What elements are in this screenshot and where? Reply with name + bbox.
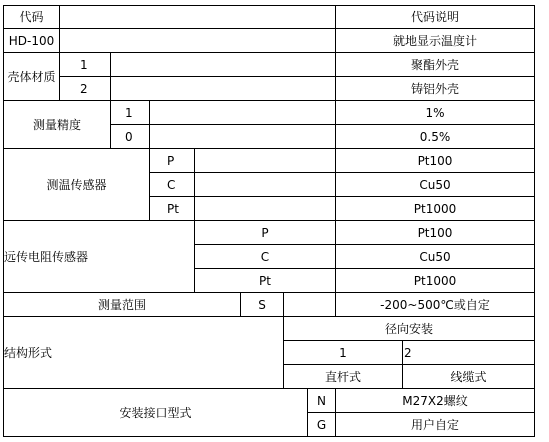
remote-sensor-code-pt: Pt xyxy=(194,268,336,293)
shell-material-code-2: 2 xyxy=(59,76,111,101)
remote-sensor-label: 远传电阻传感器 xyxy=(3,220,195,293)
remote-sensor-code-c: C xyxy=(194,244,336,269)
structure-desc-2: 线缆式 xyxy=(402,364,535,389)
temp-sensor-code-pt: Pt xyxy=(149,196,195,221)
range-description: -200~500℃或自定 xyxy=(335,292,535,317)
range-code: S xyxy=(240,292,284,317)
temp-sensor-blank-1 xyxy=(194,148,336,173)
accuracy-code-2: 0 xyxy=(110,124,150,149)
accuracy-code-1: 1 xyxy=(110,100,150,125)
structure-label: 结构形式 xyxy=(3,316,284,389)
remote-sensor-code-p: P xyxy=(194,220,336,245)
remote-sensor-desc-p: Pt100 xyxy=(335,220,535,245)
model-description: 就地显示温度计 xyxy=(335,28,535,53)
temp-sensor-desc-pt: Pt1000 xyxy=(335,196,535,221)
temp-sensor-code-c: C xyxy=(149,172,195,197)
header-description: 代码说明 xyxy=(335,5,535,29)
header-blank xyxy=(59,5,336,29)
shell-material-desc-1: 聚酯外壳 xyxy=(335,52,535,77)
shell-material-desc-2: 铸铝外壳 xyxy=(335,76,535,101)
shell-material-blank-2 xyxy=(110,76,336,101)
accuracy-desc-1: 1% xyxy=(335,100,535,125)
temp-sensor-blank-3 xyxy=(194,196,336,221)
model-blank xyxy=(59,28,336,53)
structure-title: 径向安装 xyxy=(283,316,535,341)
shell-material-label: 壳体材质 xyxy=(3,52,60,101)
remote-sensor-desc-pt: Pt1000 xyxy=(335,268,535,293)
temp-sensor-code-p: P xyxy=(149,148,195,173)
shell-material-blank-1 xyxy=(110,52,336,77)
structure-code-2: 2 xyxy=(402,340,535,365)
temp-sensor-desc-c: Cu50 xyxy=(335,172,535,197)
structure-desc-1: 直杆式 xyxy=(283,364,403,389)
interface-desc-g: 用户自定 xyxy=(335,412,535,437)
accuracy-label: 测量精度 xyxy=(3,100,111,149)
interface-label: 安装接口型式 xyxy=(3,388,308,437)
interface-desc-n: M27X2螺纹 xyxy=(335,388,535,413)
remote-sensor-desc-c: Cu50 xyxy=(335,244,535,269)
structure-code-1: 1 xyxy=(283,340,403,365)
temp-sensor-blank-2 xyxy=(194,172,336,197)
temp-sensor-desc-p: Pt100 xyxy=(335,148,535,173)
header-code: 代码 xyxy=(3,5,60,29)
accuracy-blank-2 xyxy=(149,124,336,149)
range-label: 测量范围 xyxy=(3,292,241,317)
model-code: HD-100 xyxy=(3,28,60,53)
temp-sensor-label: 测温传感器 xyxy=(3,148,150,221)
interface-code-g: G xyxy=(307,412,336,437)
accuracy-blank-1 xyxy=(149,100,336,125)
shell-material-code-1: 1 xyxy=(59,52,111,77)
accuracy-desc-2: 0.5% xyxy=(335,124,535,149)
interface-code-n: N xyxy=(307,388,336,413)
range-blank xyxy=(283,292,336,317)
